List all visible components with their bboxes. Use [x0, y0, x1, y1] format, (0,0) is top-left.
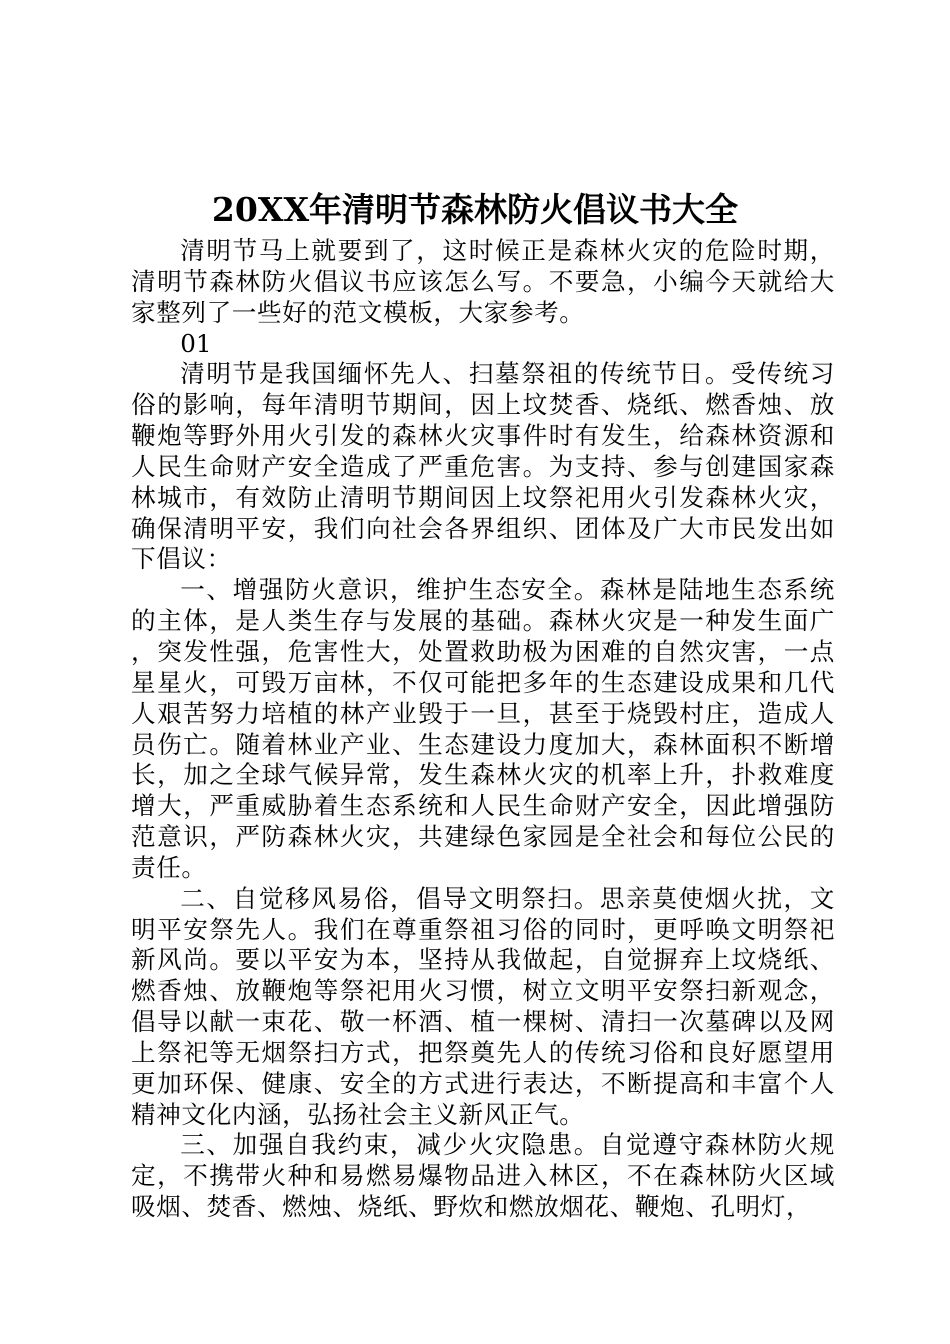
- intro-paragraph: 清明节马上就要到了，这时候正是森林火灾的危险时期，清明节森林防火倡议书应该怎么写。不要急，小编今天就给大家整列了一些好的范文模板，大家参考。: [131, 236, 835, 327]
- document-body: [131, 236, 835, 1223]
- proposal-one-paragraph: 一、增强防火意识，维护生态安全。森林是陆地生态系统的主体，是人类生存与发展的基础。森林火灾是一种发生面广，突发性强，危害性大，处置救助极为困难的自然灾害，一点星星火，可毁万亩林，不仅可能把多年的生态建设成果和几代人艰苦努力培植的林产业毁于一旦，甚至于烧毁村庄，造成人员伤亡。随着林业产业、生态建设力度加大，森林面积不断增长，加之全球气候异常，发生森林火灾的机率上升，扑救难度增大，严重威胁着生态系统和人民生命财产安全，因此增强防范意识，严防森林火灾，共建绿色家园是全社会和每位公民的责任。: [131, 575, 835, 882]
- document-title: 20XX年清明节森林防火倡议书大全: [211, 190, 739, 229]
- proposal-two-paragraph: 二、自觉移风易俗，倡导文明祭扫。思亲莫使烟火扰，文明平安祭先人。我们在尊重祭祖习俗的同时，更呼唤文明祭祀新风尚。要以平安为本，坚持从我做起，自觉摒弃上坟烧纸、燃香烛、放鞭炮等祭祀用火习惯，树立文明平安祭扫新观念，倡导以献一束花、敬一杯酒、植一棵树、清扫一次墓碑以及网上祭祀等无烟祭扫方式，把祭奠先人的传统习俗和良好愿望用更加环保、健康、安全的方式进行表达，不断提高和丰富个人精神文化内涵，弘扬社会主义新风正气。: [131, 883, 835, 1129]
- preface-paragraph: 清明节是我国缅怀先人、扫墓祭祖的传统节日。受传统习俗的影响，每年清明节期间，因上坟焚香、烧纸、燃香烛、放鞭炮等野外用火引发的森林火灾事件时有发生，给森林资源和人民生命财产安全造成了严重危害。为支持、参与创建国家森林城市，有效防止清明节期间因上坟祭祀用火引发森林火灾，确保清明平安，我们向社会各界组织、团体及广大市民发出如下倡议：: [131, 359, 835, 574]
- proposal-three-paragraph: 三、加强自我约束，减少火灾隐患。自觉遵守森林防火规定，不携带火种和易燃易爆物品进入林区，不在森林防火区域吸烟、焚香、燃烛、烧纸、野炊和燃放烟花、鞭炮、孔明灯，: [131, 1130, 835, 1222]
- section-number: 01: [180, 328, 212, 358]
